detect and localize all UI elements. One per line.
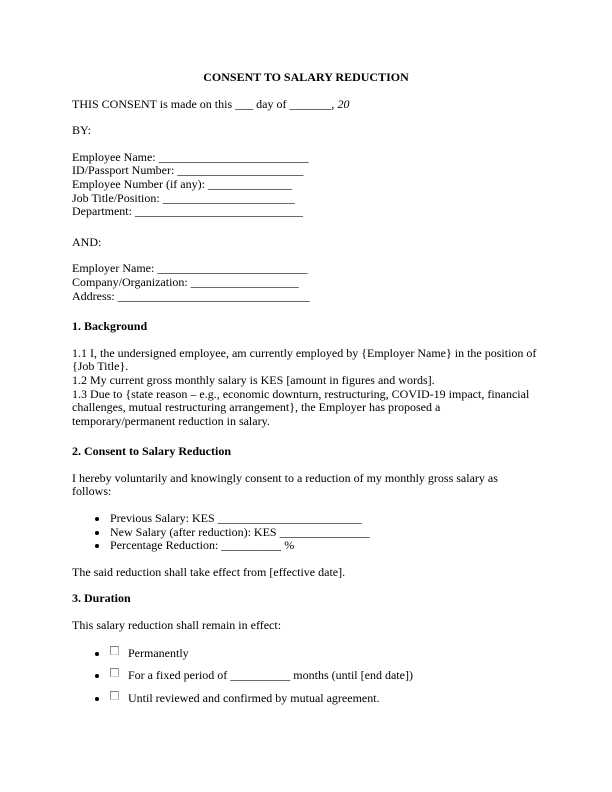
year-prefix: 20 [337,96,350,111]
employee-fields [72,151,540,219]
field-blank: ______________________ [162,190,295,205]
date-line [72,98,540,112]
salary-bullet-item: • New Salary (after reduction): KES _______________ [109,526,540,540]
and-label: AND: [72,234,102,249]
field-blank: __________________ [190,274,299,289]
employee-field-row [72,178,540,192]
field-blank: _________________________ [157,261,308,276]
field-label: Employee Number (if any): [72,176,205,191]
section-3-heading: 3. Duration [72,591,131,606]
checkbox-icon[interactable] [110,646,119,655]
field-blank: ______________ [207,176,292,191]
field-label: Job Title/Position: [72,190,160,205]
field-label: Employer Name: [72,261,155,276]
section-1-heading: 1. Background [72,319,148,334]
duration-option-label: For a fixed period of __________ months (until [end date]) [128,668,413,683]
clause-1-3: 1.3 Due to {state reason – e.g., economic downturn, restructuring, COVID-19 impact, financial challenges, mutual restructuring arrangement}, the Employer has proposed a temporary/permanent reduction in salary. [72,386,530,428]
section-2-intro: I hereby voluntarily and knowingly consent to a reduction of my monthly gross salary as follows: [72,470,498,499]
document-title: CONSENT TO SALARY REDUCTION [203,70,409,84]
field-label: Company/Organization: [72,274,188,289]
duration-option-list [72,646,540,706]
section-1-body [72,347,540,429]
duration-option [109,691,540,706]
field-blank: _____________________ [177,163,304,178]
salary-bullet-list [72,512,540,553]
by-label: BY: [72,123,91,138]
employee-field-row [72,151,540,165]
checkbox-icon[interactable] [110,668,119,677]
salary-bullet-item: • Percentage Reduction: __________ % [109,539,540,553]
duration-option-label: Until reviewed and confirmed by mutual agreement. [128,690,380,705]
duration-option-label: Permanently [128,645,189,660]
employer-field-row [72,262,540,276]
employee-field-row [72,164,540,178]
employee-field-row [72,205,540,219]
employee-field-row [72,192,540,206]
clause-1-2: 1.2 My current gross monthly salary is KES [amount in figures and words]. [72,372,435,387]
field-label: Department: [72,204,132,219]
field-blank: ________________________________ [117,288,310,303]
employer-fields [72,262,540,303]
section-3-intro: This salary reduction shall remain in effect: [72,618,282,633]
duration-option [109,668,540,683]
date-line-text: THIS CONSENT is made on this ___ day of _______, [72,96,338,111]
clause-1-1: 1.1 I, the undersigned employee, am currently employed by {Employer Name} in the position of {Job Title}. [72,345,537,374]
employer-field-row [72,290,540,304]
section-2-heading: 2. Consent to Salary Reduction [72,444,232,459]
employer-field-row [72,276,540,290]
salary-bullet-item: • Previous Salary: KES ________________________ [109,512,540,526]
field-blank: ____________________________ [134,204,303,219]
effect-line: The said reduction shall take effect from [effective date]. [72,564,346,579]
checkbox-icon[interactable] [110,691,119,700]
field-blank: _________________________ [158,149,309,164]
field-label: Employee Name: [72,149,156,164]
field-label: ID/Passport Number: [72,163,175,178]
field-label: Address: [72,288,115,303]
duration-option [109,646,540,661]
